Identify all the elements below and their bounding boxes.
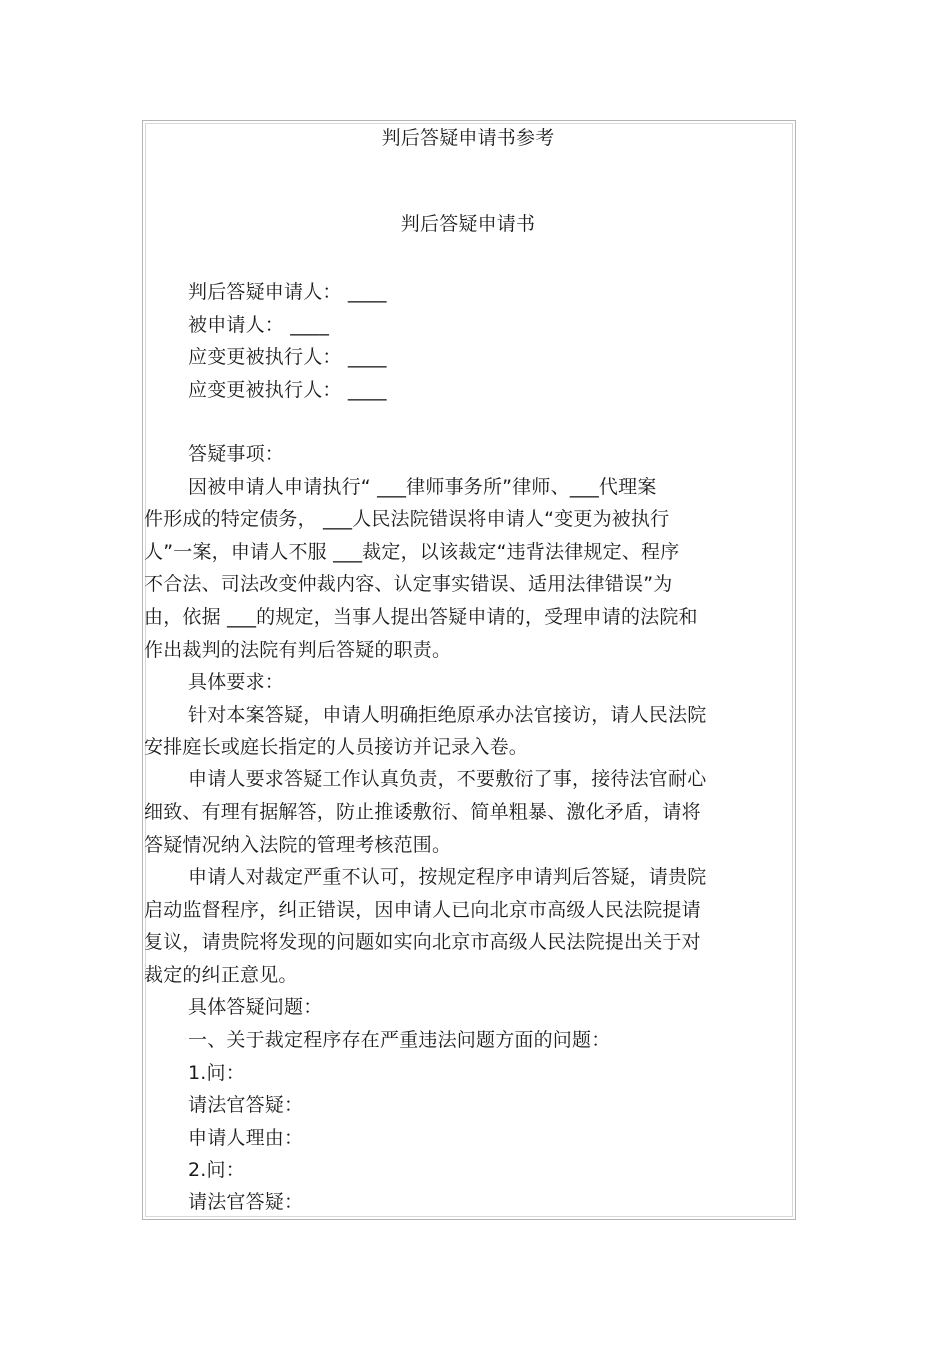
question-1: 1.问： (188, 1062, 245, 1084)
para1-line: 不合法、司法改变仲裁内容、认定事实错误、适用法律错误”为 (144, 573, 673, 595)
para4-line: 裁定的纠正意见。 (144, 964, 298, 986)
para2-line: 针对本案答疑，申请人明确拒绝原承办法官接访，请人民法院 (188, 704, 707, 726)
question-2: 2.问： (188, 1159, 245, 1181)
para2-line: 安排庭长或庭长指定的人员接访并记录入卷。 (144, 736, 529, 758)
para4-line: 申请人对裁定严重不认可，按规定程序申请判后答疑，请贵院 (188, 866, 707, 888)
reason-1-label: 申请人理由： (188, 1127, 304, 1149)
items-heading: 答疑事项： (188, 443, 285, 465)
questions-heading: 具体答疑问题： (188, 996, 323, 1018)
para3-line: 申请人要求答疑工作认真负责，不要敷衍了事，接待法官耐心 (188, 768, 707, 790)
para4-line: 复议，请贵院将发现的问题如实向北京市高级人民法院提出关于对 (144, 931, 701, 953)
answer-2-label: 请法官答疑： (188, 1191, 304, 1213)
answer-1-label: 请法官答疑： (188, 1094, 304, 1116)
para1-line: 人”一案，申请人不服 ___裁定，以该裁定“违背法律规定、程序 (144, 541, 680, 563)
para3-line: 答疑情况纳入法院的管理考核范围。 (144, 834, 452, 856)
party-executee-1: 应变更被执行人： ____ (188, 346, 387, 368)
para3-line: 细致、有理有据解答，防止推诿敷衍、简单粗暴、激化矛盾，请将 (144, 801, 701, 823)
para1-line: 件形成的特定债务， ___人民法院错误将申请人“变更为被执行 (144, 508, 670, 530)
para1-line: 由，依据 ___的规定，当事人提出答疑申请的，受理申请的法院和 (144, 606, 698, 628)
para1-line: 作出裁判的法院有判后答疑的职责。 (144, 639, 452, 661)
requirements-heading: 具体要求： (188, 671, 285, 693)
document-title: 判后答疑申请书 (400, 213, 536, 235)
party-applicant: 判后答疑申请人： ____ (188, 281, 387, 303)
para4-line: 启动监督程序，纠正错误，因申请人已向北京市高级人民法院提请 (144, 899, 701, 921)
party-executee-2: 应变更被执行人： ____ (188, 379, 387, 401)
document-header: 判后答疑申请书参考 (381, 127, 555, 149)
para1-line: 因被申请人申请执行“ ___律师事务所”律师、___代理案 (188, 476, 657, 498)
section-1-heading: 一、关于裁定程序存在严重违法问题方面的问题： (188, 1029, 611, 1051)
party-respondent: 被申请人： ____ (188, 314, 330, 336)
